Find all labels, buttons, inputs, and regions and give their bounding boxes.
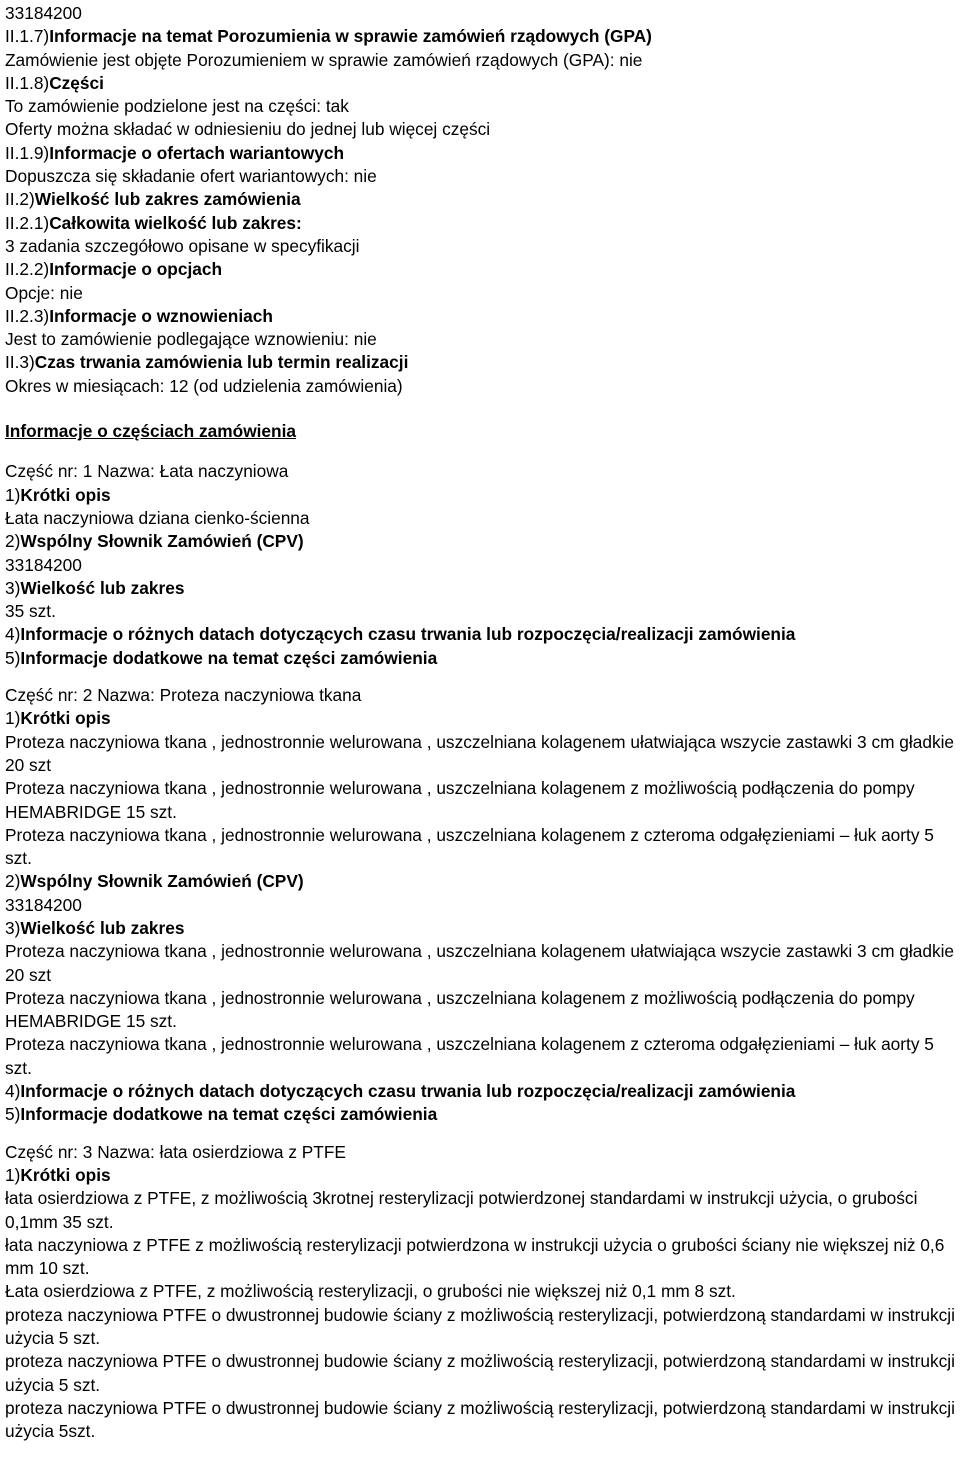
parts-heading-line: [5, 72, 956, 95]
renewals-title: Informacje o wznowieniach: [49, 305, 273, 326]
parts-section-title: Informacje o częściach zamówienia: [5, 421, 297, 442]
options-value: Opcje: nie: [5, 282, 83, 303]
renewals-heading: [5, 305, 956, 328]
part1-dates-label: 4)Informacje o różnych datach dotyczących czasu trwania lub rozpoczęcia/realizacji zamówienia: [5, 624, 796, 645]
part2-size-label: 3)Wielkość lub zakres: [5, 917, 185, 938]
parts-offers: Oferty można składać w odniesieniu do jednej lub więcej części: [5, 119, 491, 140]
total-heading: [5, 212, 956, 235]
spacer: [5, 398, 956, 420]
duration-heading: [5, 351, 956, 374]
part2-dates-label: 4)Informacje o różnych datach dotyczących czasu trwania lub rozpoczęcia/realizacji zamówienia: [5, 1081, 796, 1102]
part2-size-2: Proteza naczyniowa tkana , jednostronnie welurowana , uszczelniana kolagenem z możliwością podłączenia do pompy HEMABRIDGE 15 szt.: [5, 987, 915, 1032]
options-prefix: II.2.2): [5, 259, 50, 280]
part3-desc-6: proteza naczyniowa PTFE o dwustronnej budowie ściany z możliwością resterylizacji, potwierdzoną standardami w instrukcji użycia 5szt.: [5, 1397, 955, 1442]
part2-size-3: Proteza naczyniowa tkana , jednostronnie welurowana , uszczelniana kolagenem z czteroma odgałęzieniami – łuk aorty 5 szt.: [5, 1034, 934, 1078]
part2-short-desc-label: 1)Krótki opis: [5, 708, 111, 729]
part1-cpv-label: 2)Wspólny Słownik Zamówień (CPV): [5, 531, 304, 552]
variants-value: Dopuszcza się składanie ofert wariantowych: nie: [5, 166, 377, 187]
part1-size-label: 3)Wielkość lub zakres: [5, 577, 185, 598]
part3-desc-4: proteza naczyniowa PTFE o dwustronnej budowie ściany z możliwością resterylizacji, potwierdzoną standardami w instrukcji użycia 5 szt.: [5, 1304, 955, 1349]
size-title: Wielkość lub zakres zamówienia: [34, 189, 301, 210]
part2-desc-2: Proteza naczyniowa tkana , jednostronnie welurowana , uszczelniana kolagenem z możliwością podłączenia do pompy HEMABRIDGE 15 szt.: [5, 778, 915, 822]
options-heading: [5, 258, 956, 281]
gpa-prefix: II.1.7): [5, 26, 50, 47]
part1-desc: Łata naczyniowa dziana cienko-ścienna: [5, 507, 310, 528]
variants-prefix: II.1.9): [5, 142, 50, 163]
duration-title: Czas trwania zamówienia lub termin realizacji: [34, 352, 409, 373]
part1-short-desc-label: 1)Krótki opis: [5, 484, 111, 505]
cpv-code: 33184200: [5, 3, 82, 23]
part2-desc-3: Proteza naczyniowa tkana , jednostronnie welurowana , uszczelniana kolagenem z czteroma odgałęzieniami – łuk aorty 5 szt.: [5, 824, 934, 869]
total-value: 3 zadania szczegółowo opisane w specyfikacji: [5, 235, 360, 256]
part3-header: Część nr: 3 Nazwa: łata osierdziowa z PTFE: [5, 1141, 346, 1162]
gpa-heading: [5, 25, 956, 48]
total-title: Całkowita wielkość lub zakres:: [49, 212, 302, 233]
part1-header: Część nr: 1 Nazwa: Łata naczyniowa: [5, 461, 289, 482]
part3-desc-2: łata naczyniowa z PTFE z możliwością resterylizacji potwierdzona w instrukcji użycia o grubości ściany nie większej niż 0,6 mm 10 szt.: [5, 1234, 945, 1279]
part1-size: 35 szt.: [5, 601, 56, 622]
part2-extra-label: 5)Informacje dodatkowe na temat części zamówienia: [5, 1104, 438, 1125]
total-prefix: II.2.1): [5, 212, 50, 233]
part3-desc-3: Łata osierdziowa z PTFE, z możliwością resterylizacji, o grubości nie większej niż 0,1 mm 8 szt.: [5, 1281, 736, 1302]
renewals-prefix: II.2.3): [5, 305, 50, 326]
part1-cpv: 33184200: [5, 554, 82, 575]
part3-desc-5: proteza naczyniowa PTFE o dwustronnej budowie ściany z możliwością resterylizacji, potwierdzoną standardami w instrukcji użycia 5 szt.: [5, 1351, 955, 1395]
part3-desc-1: łata osierdziowa z PTFE, z możliwością 3krotnej resterylizacji potwierdzonej standardami w instrukcji użycia, o grubości 0,1mm 35 szt.: [5, 1188, 918, 1232]
spacer: [5, 1127, 956, 1141]
parts-divided: To zamówienie podzielone jest na części: tak: [5, 96, 349, 117]
part3-short-desc-label: 1)Krótki opis: [5, 1164, 111, 1185]
duration-value: Okres w miesiącach: 12 (od udzielenia zamówienia): [5, 375, 403, 396]
renewals-value: Jest to zamówienie podlegające wznowieniu: nie: [5, 329, 377, 350]
parts-prefix: II.1.8): [5, 72, 50, 93]
part2-header: Część nr: 2 Nazwa: Proteza naczyniowa tkana: [5, 685, 362, 706]
options-title: Informacje o opcjach: [49, 259, 223, 280]
variants-heading: [5, 142, 956, 165]
variants-title: Informacje o ofertach wariantowych: [49, 142, 344, 163]
duration-prefix: II.3): [5, 352, 35, 373]
part2-cpv-label: 2)Wspólny Słownik Zamówień (CPV): [5, 871, 304, 892]
spacer: [5, 443, 956, 460]
part2-cpv: 33184200: [5, 894, 82, 915]
spacer: [5, 670, 956, 684]
part1-extra-label: 5)Informacje dodatkowe na temat części zamówienia: [5, 647, 438, 668]
size-heading: [5, 188, 956, 211]
gpa-value: Zamówienie jest objęte Porozumieniem w sprawie zamówień rządowych (GPA): nie: [5, 49, 643, 70]
size-prefix: II.2): [5, 189, 35, 210]
part2-size-1: Proteza naczyniowa tkana , jednostronnie welurowana , uszczelniana kolagenem ułatwiająca wszycie zastawki 3 cm gładkie 20 szt: [5, 941, 955, 985]
part2-desc-1: Proteza naczyniowa tkana , jednostronnie welurowana , uszczelniana kolagenem ułatwiająca wszycie zastawki 3 cm gładkie 20 szt: [5, 731, 955, 775]
gpa-title-text: Informacje na temat Porozumienia w sprawie zamówień rządowych (GPA): [49, 26, 652, 47]
parts-title: Części: [49, 72, 104, 93]
